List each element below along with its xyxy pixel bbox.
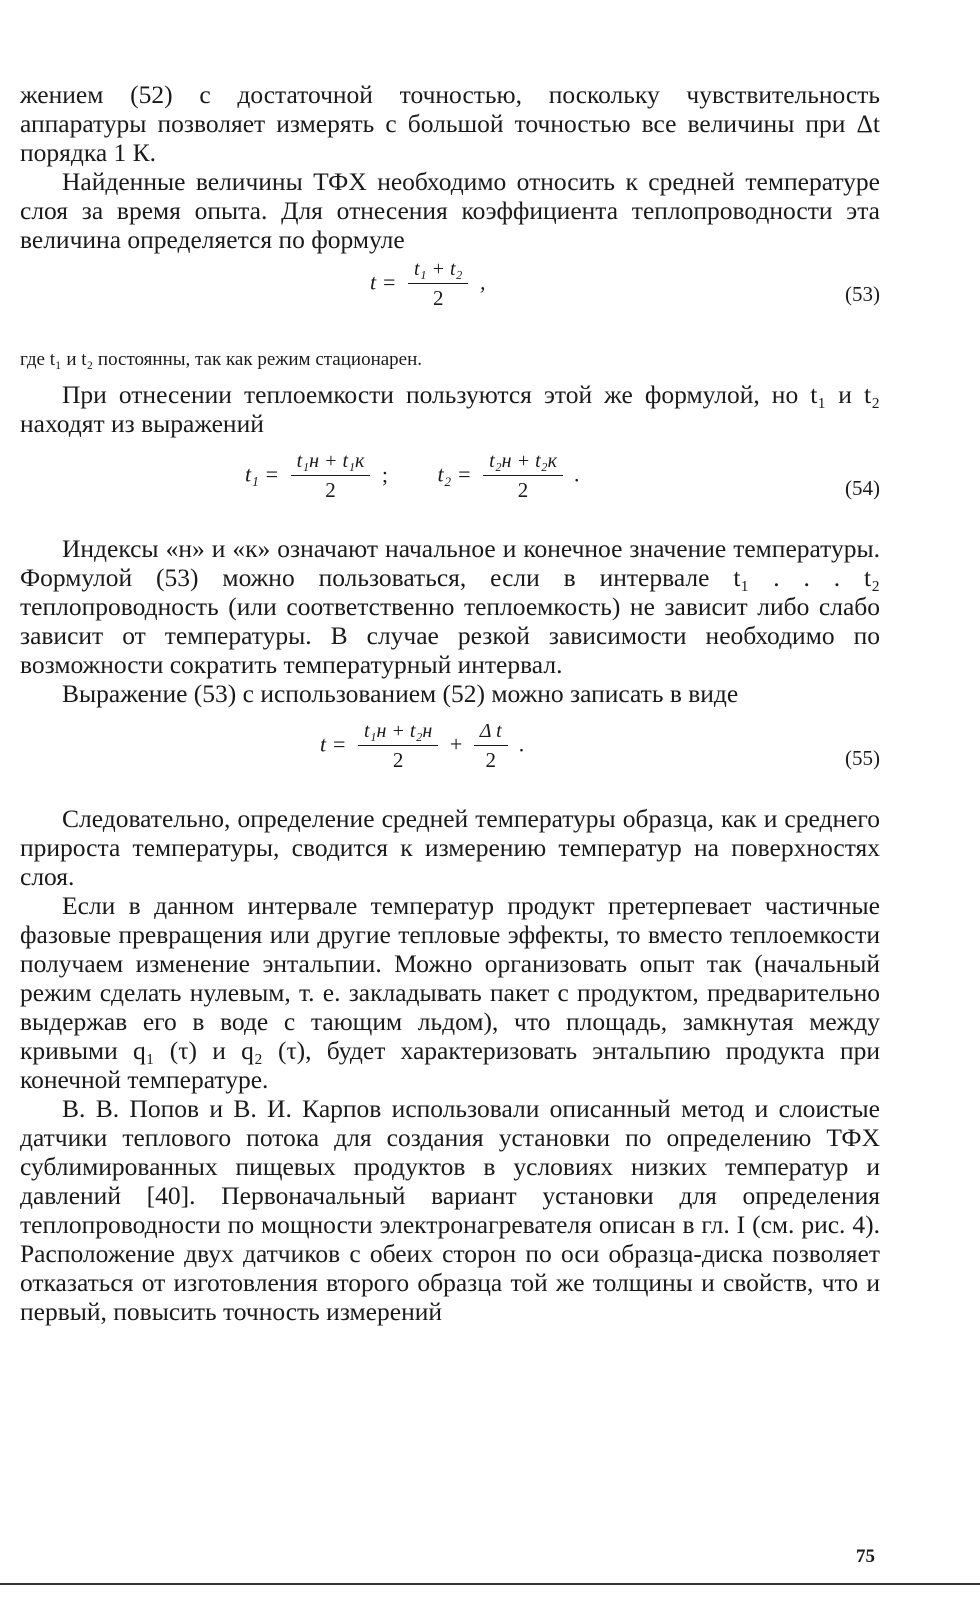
- formula-54-separator: ;: [381, 461, 389, 487]
- formula-54-fraction-2: [483, 450, 563, 503]
- formula-54-lhs-1: t₁ =: [245, 461, 280, 487]
- formula-53-fraction: [408, 258, 469, 311]
- formula-54-denominator-2: 2: [517, 478, 529, 502]
- paragraph-9: В. В. Попов и В. И. Карпов использовали описанный метод и слоистые датчики теплового потока для создания установки по определению ТФХ сублимированных пищевых продуктов в условиях низких температур и давлений [40]. Первоначальный вариант установки для определения теплопроводности по мощности электронагревателя описан в гл. I (см. рис. 4). Расположение двух датчиков с обеих сторон по оси образца-диска позволяет отказаться от изготовления второго образца той же толщины и свойств, что и первый, повысить точность измерений: [20, 1094, 880, 1326]
- formula-53-tail: ,: [479, 269, 486, 295]
- page-body: [20, 80, 880, 1326]
- formula-54-denominator-1: 2: [325, 478, 336, 502]
- formula-53-numerator: t₁ + t₂: [408, 258, 469, 284]
- formula-55-denominator-2: 2: [485, 748, 496, 772]
- formula-55-tail: .: [519, 731, 525, 757]
- formula-55-fraction-1: [358, 720, 438, 773]
- paragraph-5: Индексы «н» и «к» означают начальное и конечное значение температуры. Формулой (53) можно пользоваться, если в интервале t₁ . . . t₂ теплопроводность (или соответственно теплоемкость) не зависит либо слабо зависит от температуры. В случае резкой зависимости необходимо по возможности сократить температурный интервал.: [20, 534, 880, 679]
- formula-55-lhs: t =: [320, 731, 347, 757]
- formula-55-fraction-2: [474, 720, 508, 773]
- formula-55-label: (55): [845, 746, 880, 770]
- formula-55: [20, 708, 880, 804]
- paragraph-8: Если в данном интервале температур продукт претерпевает частичные фазовые превращения или другие тепловые эффекты, то вместо теплоемкости получаем изменение энтальпии. Можно организовать опыт так (начальный режим сделать нулевым, т. е. закладывать пакет с продуктом, предварительно выдержав его в воде с тающим льдом), что площадь, замкнутая между кривыми q₁ (τ) и q₂ (τ), будет характеризовать энтальпию продукта при конечной температуре.: [20, 891, 880, 1094]
- formula-53-lhs: t =: [370, 269, 397, 295]
- paragraph-7: Следовательно, определение средней температуры образца, как и среднего прироста температуры, сводится к измерению температур на поверхностях слоя.: [20, 804, 880, 891]
- formula-54-fraction-1: [291, 450, 371, 503]
- page-number: 75: [856, 1546, 875, 1567]
- formula-54-numerator-1: t₁н + t₁к: [291, 450, 371, 476]
- formula-54: [20, 438, 880, 534]
- formula-54-label: (54): [845, 476, 880, 500]
- paragraph-4: При отнесении теплоемкости пользуются этой же формулой, но t₁ и t₂ находят из выражений: [20, 380, 880, 438]
- formula-54-numerator-2: t₂н + t₂к: [483, 450, 563, 476]
- bottom-divider: [0, 1583, 980, 1585]
- note-paragraph: где t₁ и t₂ постоянны, так как режим стационарен.: [20, 349, 423, 370]
- paragraph-2: Найденные величины ТФХ необходимо относить к средней температуре слоя за время опыта. Для отнесения коэффициента теплопроводности эта величина определяется по формуле: [20, 167, 880, 254]
- formula-55-numerator-1: t₁н + t₂н: [358, 720, 438, 746]
- formula-54-tail: .: [574, 461, 580, 487]
- formula-55-numerator-2: Δ t: [474, 720, 508, 746]
- formula-55-denominator-1: 2: [392, 748, 404, 772]
- formula-54-lhs-2: t₂ =: [437, 461, 472, 487]
- paragraph-1: жением (52) с достаточной точностью, поскольку чувствительность аппаратуры позволяет измерять с большой точностью все величины при Δt порядка 1 К.: [20, 80, 880, 167]
- paragraph-6: Выражение (53) с использованием (52) можно записать в виде: [62, 679, 739, 708]
- formula-53-label: (53): [845, 282, 880, 306]
- formula-55-plus: +: [449, 731, 463, 757]
- formula-53-denominator: 2: [432, 286, 444, 310]
- formula-53: [20, 254, 880, 334]
